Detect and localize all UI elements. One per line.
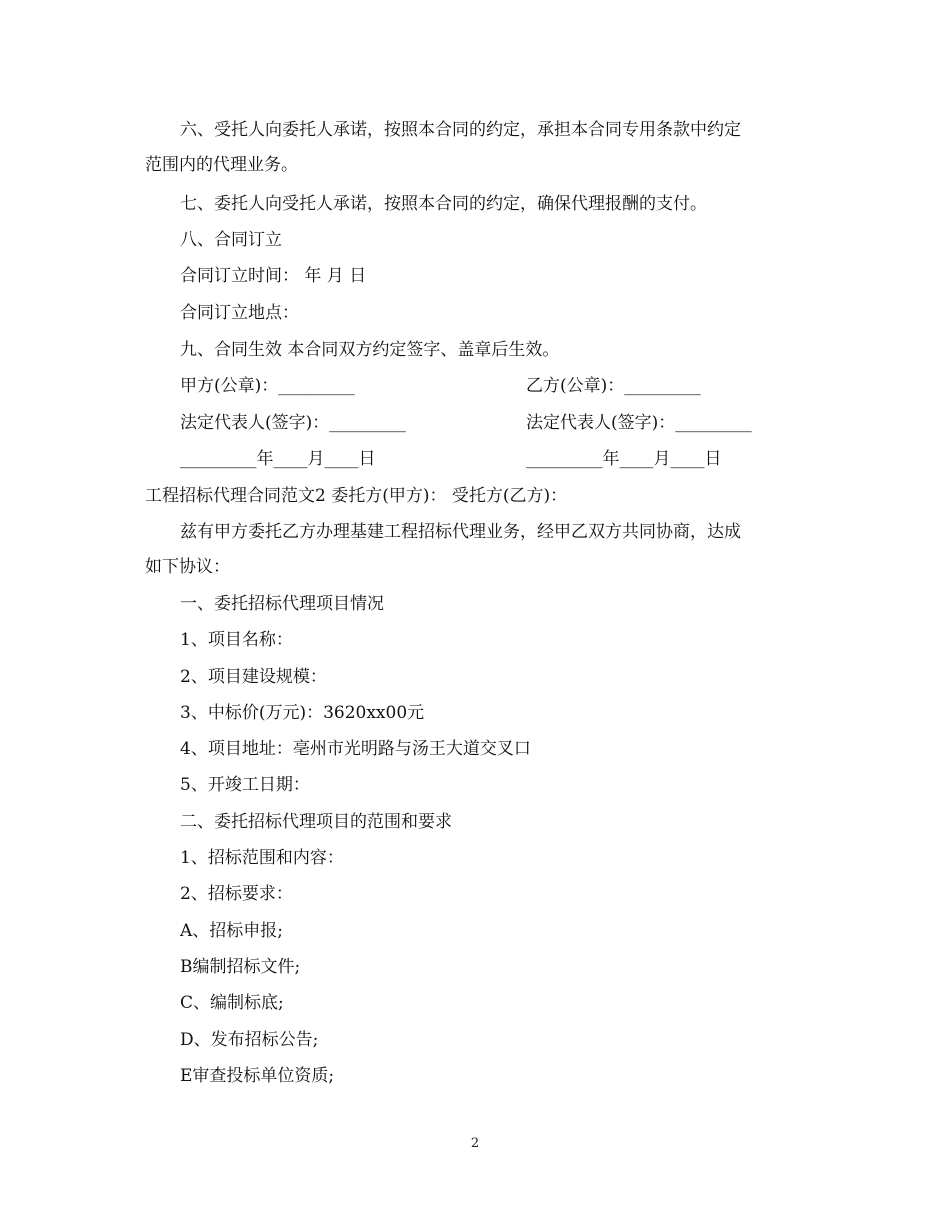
signature-party-a-representative: 法定代表人(签字)：_________	[180, 413, 406, 433]
paragraph-line: 七、委托人向受托人承诺，按照本合同的约定，确保代理报酬的支付。	[180, 194, 707, 214]
paragraph-line: 如下协议：	[145, 557, 230, 577]
paragraph-line: 合同订立地点：	[180, 303, 299, 323]
signature-party-a-date: _________年____月____日	[180, 449, 376, 469]
paragraph-line: 九、合同生效 本合同双方约定签字、盖章后生效。	[180, 340, 560, 360]
page-number: 2	[470, 1136, 480, 1151]
list-item: 2、项目建设规模：	[180, 667, 327, 687]
list-item: 1、项目名称：	[180, 630, 293, 650]
signature-party-b-seal: 乙方(公章)：_________	[526, 376, 701, 396]
paragraph-line: 六、受托人向委托人承诺，按照本合同的约定，承担本合同专用条款中约定	[180, 120, 741, 140]
document-title-line: 工程招标代理合同范文2 委托方(甲方)： 受托方(乙方)：	[145, 486, 568, 506]
list-item: C、编制标底;	[180, 993, 284, 1013]
signature-party-a-seal: 甲方(公章)：_________	[180, 376, 355, 396]
list-item: 1、招标范围和内容：	[180, 848, 344, 868]
list-item: 5、开竣工日期：	[180, 775, 310, 795]
paragraph-line: 范围内的代理业务。	[145, 155, 298, 175]
paragraph-line: 兹有甲方委托乙方办理基建工程招标代理业务，经甲乙双方共同协商，达成	[180, 522, 741, 542]
signature-party-b-date: _________年____月____日	[526, 449, 722, 469]
section-heading: 二、委托招标代理项目的范围和要求	[180, 812, 452, 832]
list-item: D、发布招标公告;	[180, 1030, 319, 1050]
signature-party-b-representative: 法定代表人(签字)：_________	[526, 413, 752, 433]
list-item: 2、招标要求：	[180, 884, 293, 904]
section-heading: 八、合同订立	[180, 230, 282, 250]
paragraph-line: 合同订立时间： 年 月 日	[180, 266, 367, 286]
list-item: E审查投标单位资质;	[180, 1066, 335, 1086]
list-item: B编制招标文件;	[180, 957, 301, 977]
list-item: A、招标申报;	[180, 921, 284, 941]
section-heading: 一、委托招标代理项目情况	[180, 594, 384, 614]
list-item: 4、项目地址：亳州市光明路与汤王大道交叉口	[180, 739, 531, 759]
list-item: 3、中标价(万元)：3620xx00元	[180, 703, 425, 723]
